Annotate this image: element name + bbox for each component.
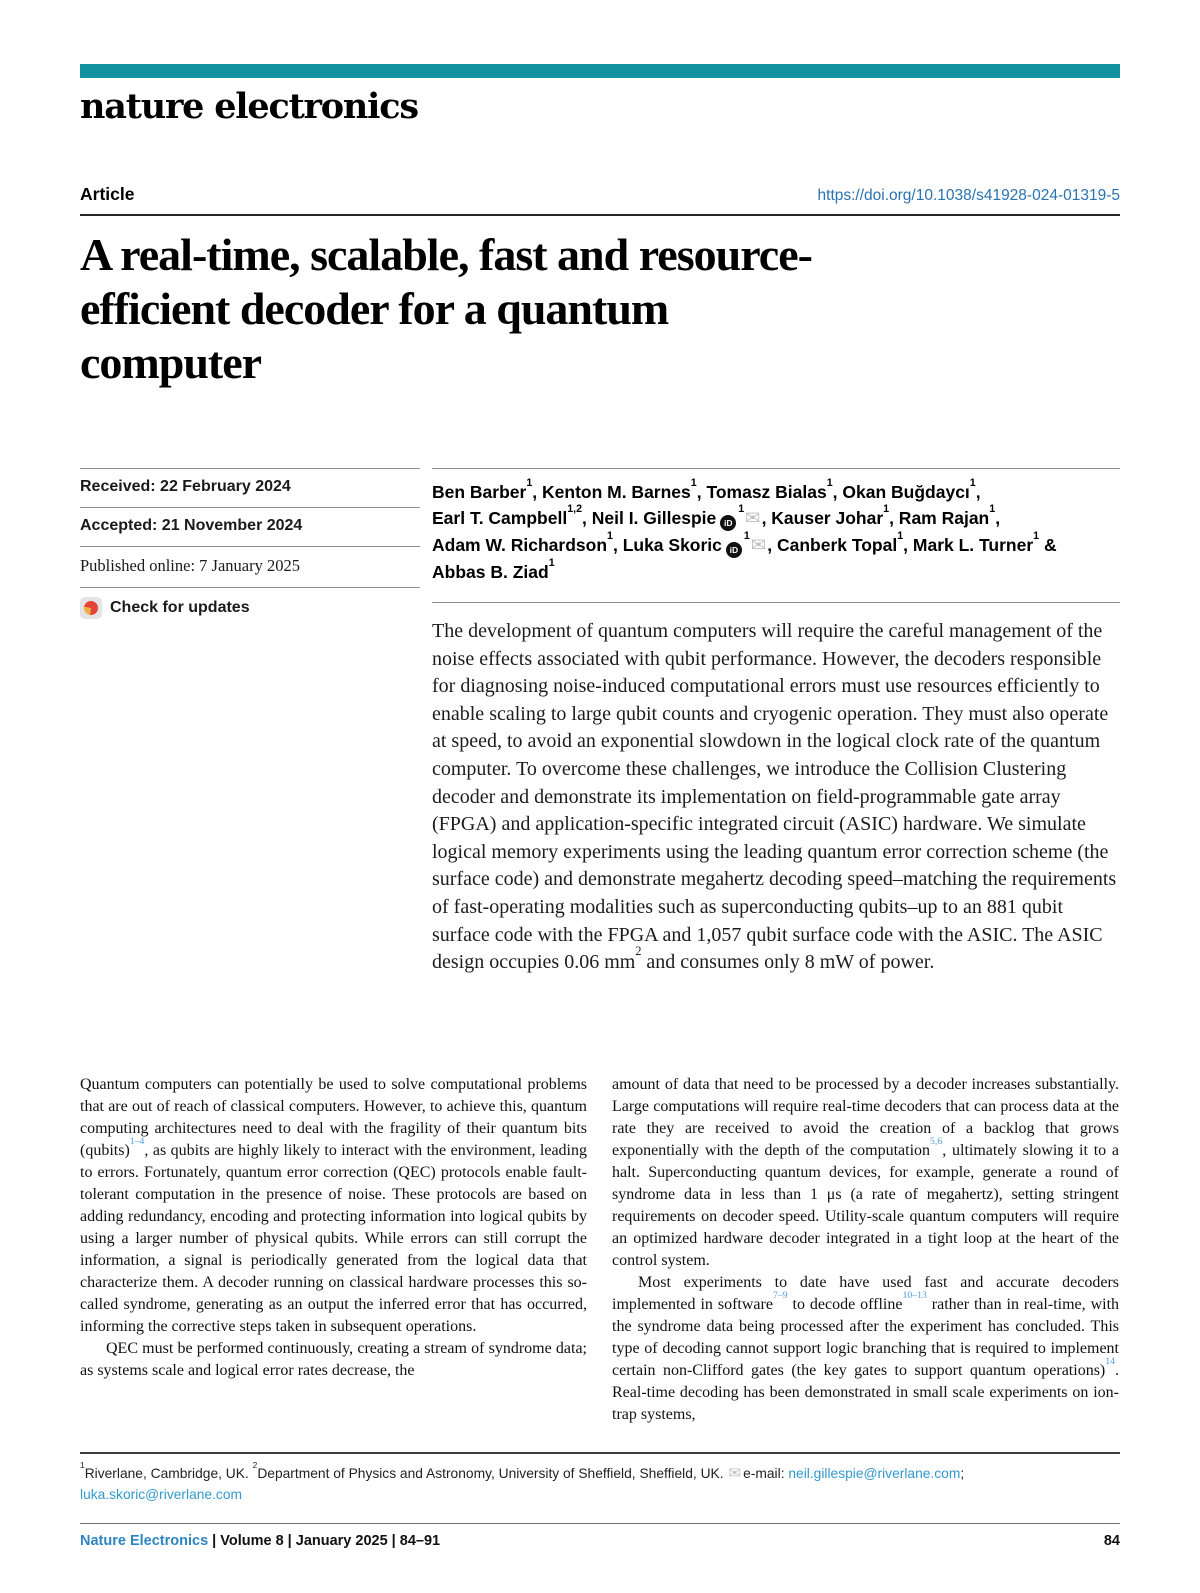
masthead-color-bar — [80, 64, 1120, 78]
authors-list: Ben Barber$^1$, Kenton M. Barnes$^1$, Tomasz Bialas$^1$, Okan Buğdaycı$^1$, Earl T. Campbell$^{1,2}$, Neil I. Gillespie $iD^1✉$, Kauser Johar$^1$, Ram Rajan$^1$, Adam W. Richardson$^1$, Luka Skoric $iD^1✉$, Canberk Topal$^1$, Mark L. Turner$^1$ & Abbas B. Ziad$^1$ — [432, 468, 1120, 602]
published-date: Published online: 7 January 2025 — [80, 546, 420, 587]
body-paragraph: Most experiments to date have used fast and accurate decoders implemented in software$^{7-9}$ to decode offline$^{10-13}$ rather than in real-time, with the syndrome data being processed after the experiment has concluded. This type of decoding cannot support logic branching that is required to implement certain non-Clifford gates (the key gates to support quantum operations)$^{14}$. Real-time decoding has been demonstrated in small scale experiments on ion-trap systems, — [612, 1274, 1120, 1423]
accepted-date: Accepted: 21 November 2024 — [80, 507, 420, 546]
superscript: 1 — [526, 477, 533, 490]
journal-name-link[interactable]: Nature Electronics — [80, 1533, 209, 1549]
superscript: 1 — [607, 530, 613, 543]
body-column-right — [612, 1074, 1119, 1426]
email-link-skoric[interactable]: luka.skoric@riverlane.com — [80, 1486, 242, 1502]
superscript: 1 — [548, 557, 555, 570]
superscript: 1 — [690, 477, 697, 490]
body-paragraph: QEC must be performed continuously, creating a stream of syndrome data; as systems scale and logical error rates decrease, the — [80, 1340, 587, 1379]
superscript: 1 — [1033, 530, 1040, 543]
doi-link[interactable]: https://doi.org/10.1038/s41928-024-01319-5 — [817, 187, 1120, 204]
abstract-text: The development of quantum computers will require the careful management of the noise effects associated with qubit performance. However, the decoders responsible for diagnosing noise-induced computational errors must use resources efficiently to enable scaling to large qubit counts and cryogenic operation. They must also operate at speed, to avoid an exponential slowdown in the logical clock rate of the quantum computer. To overcome these challenges, we introduce the Collision Clustering decoder and demonstrate its implementation on field-programmable gate array (FPGA) and application-specific integrated circuit (ASIC) hardware. We simulate logical memory experiments using the leading quantum error correction scheme (the surface code) and demonstrate megahertz decoding speed–matching the requirements of fast-operating modalities such as superconducting qubits–up to an 881 qubit surface code with the FPGA and 1,057 qubit surface code with the ASIC. The ASIC design occupies 0.06 $mm^2$ and consumes only 8 mW of power. — [432, 602, 1120, 977]
affiliations-footnote: $^1$Riverlane, Cambridge, UK. $^2$Department of Physics and Astronomy, University of Sheffield, Sheffield, UK. ✉ e-mail: neil.gillespie@riverlane.com; luka.skoric@riverlane.com — [80, 1452, 1120, 1505]
superscript: 1,2 — [567, 503, 583, 516]
email-link-gillespie[interactable]: neil.gillespie@riverlane.com — [788, 1466, 961, 1481]
check-for-updates-button[interactable] — [80, 597, 420, 619]
body-column-left — [80, 1074, 587, 1426]
check-for-updates-label: Check for updates — [110, 599, 250, 616]
envelope-icon[interactable]: ✉ — [745, 508, 761, 529]
received-date: Received: 22 February 2024 — [80, 468, 420, 507]
superscript: 1 — [883, 503, 890, 516]
orcid-icon[interactable]: iD — [720, 515, 736, 531]
article-header-row — [80, 184, 1120, 205]
superscript: 1 — [743, 530, 750, 543]
dates-column — [80, 468, 420, 977]
meta-section — [80, 468, 1120, 977]
page-number: 84 — [1103, 1533, 1120, 1549]
envelope-icon[interactable]: ✉ — [750, 535, 767, 556]
body-text — [80, 1074, 1120, 1426]
superscript: 1 — [80, 1460, 85, 1471]
envelope-icon: ✉ — [728, 1464, 742, 1482]
superscript: 1 — [897, 530, 904, 543]
reference-superscript[interactable]: 10–13 — [902, 1290, 927, 1301]
journal-volume-info: Nature Electronics | Volume 8 | January 2025 | 84–91 — [80, 1533, 441, 1549]
superscript: 2 — [252, 1460, 258, 1471]
reference-superscript[interactable]: 7–9 — [772, 1290, 788, 1301]
body-paragraph: amount of data that need to be processed by a decoder increases substantially. Large computations will require real-time decoders that can process data at the rate they are received to avoid the creation of a backlog that grows exponentially with the depth of the computation$^{5,6}$, ultimately slowing it to a halt. Superconducting quantum devices, for example, generate a round of syndrome data in less than 1 μs (a rate of megahertz), setting stringent requirements on decoder speed. Utility-scale quantum computers will require an optimized hardware decoder integrated in a tight loop at the heart of the control system. — [612, 1076, 1120, 1269]
reference-superscript[interactable]: 1–4 — [129, 1136, 145, 1147]
superscript: 1 — [989, 503, 996, 516]
superscript: 1 — [738, 503, 745, 516]
body-paragraph: Quantum computers can potentially be used to solve computational problems that are out of reach of classical computers. However, to achieve this, quantum computing architectures need to deal with the fragility of their quantum bits (qubits)$^{1-4}$, as qubits are highly likely to interact with the environment, leading to errors. Fortunately, quantum error correction (QEC) protocols enable fault-tolerant computation in the presence of noise. These protocols are based on adding redundancy, encoding and protecting information into logical qubits by using a larger number of physical qubits. While errors can still corrupt the information, a signal is periodically generated from the logical data that characterize them. A decoder running on classical hardware processes this so-called syndrome, generating as an output the inferred error that has occurred, informing the corrective steps taken in subsequent operations. — [80, 1076, 587, 1335]
crossmark-icon — [80, 597, 102, 619]
orcid-icon[interactable]: iD — [726, 542, 742, 558]
superscript: 2 — [635, 943, 642, 958]
page-footer — [80, 1523, 1120, 1549]
journal-logo: nature electronics — [80, 86, 418, 127]
header-divider — [80, 214, 1120, 216]
article-title: A real-time, scalable, fast and resource- efficient decoder for a quantum computer — [80, 229, 812, 388]
authors-abstract-column — [432, 468, 1120, 977]
superscript: 1 — [969, 477, 976, 490]
article-type-label: Article — [80, 184, 135, 204]
reference-superscript[interactable]: 5,6 — [930, 1136, 943, 1147]
reference-superscript[interactable]: 14 — [1105, 1356, 1115, 1367]
superscript: 1 — [826, 477, 833, 490]
